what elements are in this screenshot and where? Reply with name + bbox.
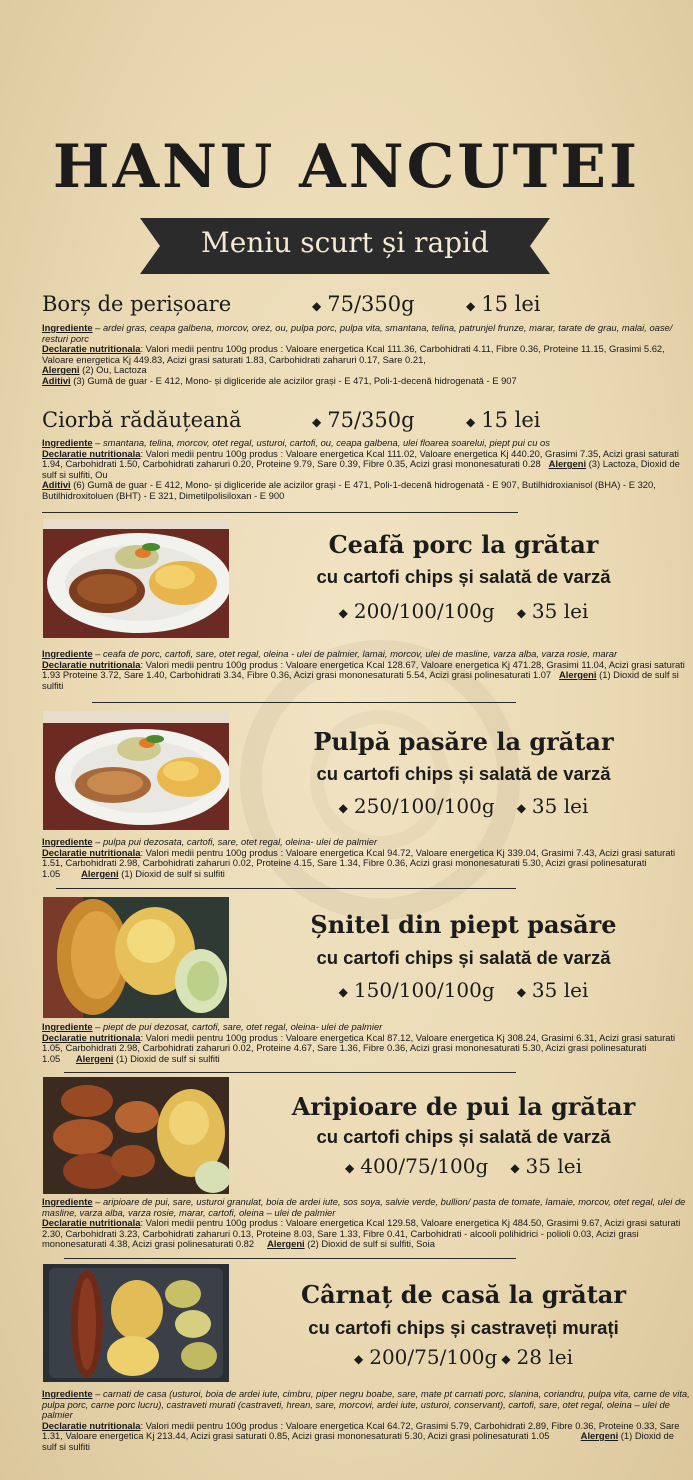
diamond-bullet-icon: ◆ xyxy=(466,298,476,313)
diamond-bullet-icon: ◆ xyxy=(501,1351,511,1366)
item-details: Ingrediente – ardei gras, ceapa galbena, morcov, orez, ou, pulpa porc, pulpa vita, smantana, telina, patrunjel frunze, marar, tarate de grau, malai, oase/ resturi porc Declaratie nutritionala: Valori medii pentru 100g produs : Valoare energetica Kcal 111.36, Carbohidrati 4.11, Fibre 0.36, Proteine 11.15, Grasimi 5.62, Valoare energetica Kj 449.83, Acizi grasi saturati 1.83, Carbohidrati zaharuri 0.17, Sare 0.21, Alergeni (2) Ou, Lactoza Aditivi (3) Gumă de guar - E 412, Mono- și digliceride ale acizilor grași - E 471, Poli-1-decenă hidrogenată - E 907 xyxy=(42,322,673,386)
dish-name: Aripioare de pui la grătar xyxy=(291,1092,636,1121)
dish-subtitle: cu cartofi chips și salată de varză xyxy=(316,566,611,587)
dish-details: Ingrediente – aripioare de pui, sare, usturoi granulat, boia de ardei iute, sos soya, salvie verde, bullion/ pasta de tomate, lamaie, morcov, otet regal, ulei de masline, varza alba, varza rosie, marar, cartofi, oleina – ulei de palmier Declaratie nutritionala: Valori medii pentru 100g produs : Valoare energetica Kcal 129.58, Valoare energetica Kj 484.50, Grasimi 9.67, Acizi grasi saturati 2.30, Carbohidrati 3.23, Carbohidrati zaharuri 0.13, Proteine 8.03, Sare 1.33, Fibre 0.41, Carbohidrati - alcooli polihidrici - polioli 0.03, Acizi grasi mononesaturati 4.38, Acizi grasi polinesaturati 0.82 Alergeni (2) Dioxid de sulf si sulfiti, Soia xyxy=(42,1196,686,1249)
dish-spec xyxy=(236,599,691,623)
dish-subtitle: cu cartofi chips și salată de varză xyxy=(316,947,611,968)
dish-weight: 200/100/100g xyxy=(353,599,495,623)
diamond-bullet-icon: ◆ xyxy=(345,1160,355,1175)
dish-weight: 400/75/100g xyxy=(360,1154,489,1178)
dish-weight: 200/75/100g xyxy=(369,1345,498,1369)
dish-details: Ingrediente – pulpa pui dezosata, cartofi, sare, otet regal, oleina- ulei de palmier Declaratie nutritionala: Valori medii pentru 100g produs : Valoare energetica Kcal 94.72, Valoare energetica Kj 339.04, Grasimi 7.43, Acizi grasi saturati 1.51, Carbohidrati 2.98, Carbohidrati zaharuri 0.02, Proteine 4.15, Sare 1.34, Fibre 0.36, Acizi grasi mononesaturati 5.30, Acizi grasi polinesaturati 1.05 Alergeni (1) Dioxid de sulf si sulfiti xyxy=(42,836,676,879)
item-weight: ◆ 75/350g xyxy=(312,408,415,432)
dish-spec xyxy=(236,794,691,818)
diamond-bullet-icon: ◆ xyxy=(466,414,476,429)
diamond-bullet-icon: ◆ xyxy=(354,1351,364,1366)
item-price: ◆ 15 lei xyxy=(466,292,541,316)
dish-subtitle: cu cartofi chips și castraveți murați xyxy=(308,1317,619,1338)
dish-photo-carnat xyxy=(43,1264,229,1382)
diamond-bullet-icon: ◆ xyxy=(338,984,348,999)
dish-spec xyxy=(236,1345,691,1369)
diamond-bullet-icon: ◆ xyxy=(510,1160,520,1175)
dish-price: 35 lei xyxy=(531,978,589,1002)
dish-name: Cârnaț de casă la grătar xyxy=(300,1280,626,1309)
dish-details: Ingrediente – carnati de casa (usturoi, boia de ardei iute, cimbru, piper negru boabe, sare, mate pt carnati porc, slanina, coriandru, pulpa vita, carne de vita, pulpa porc, carne porc lucru), castraveti murati (castraveti, hrean, sare, morcovi, ardei iute, usturoi, conservant), cartofi, sare, otet regal, oleina – ulei de palmier Declaratie nutritionala: Valori medii pentru 100g produs : Valoare energetica Kcal 64.72, Grasimi 5.79, Carbohidrati 2.89, Fibre 0.36, Proteine 0.33, Sare 1.31, Valoare energetica Kj 213.44, Acizi grasi saturati 0.85, Acizi grasi mononesaturati 5.30, Acizi grasi polinesaturati 1.05 Alergeni (1) Dioxid de sulf si sulfiti xyxy=(42,1388,690,1452)
diamond-bullet-icon: ◆ xyxy=(516,984,526,999)
item-details: Ingrediente – smantana, telina, morcov, otet regal, usturoi, cartofi, ou, ceapa galbena, ulei floarea soarelui, piept pui cu os Declaratie nutritionala: Valori medii pentru 100g produs : Valoare energetica Kcal 111.02, Valoare energetica Kj 440.20, Grasimi 7.35, Acizi grasi saturati 1.94, Carbohidrati 1.50, Carbohidrati zaharuri 0.20, Proteine 9.79, Sare 0.39, Fibre 0.35, Acizi grasi mononesaturati 0.28 Alergeni (3) Lactoza, Dioxid de sulf si sulfiti, Ou Aditivi (6) Gumă de guar - E 412, Mono- și digliceride ale acizilor grași - E 471, Poli-1-decenă hidrogenată - E 907, Butilhidroxianisol (BHA) - E 320, Butilhidroxitoluen (BHT) - E 321, Dimetilpolisiloxan - E 900 xyxy=(42,437,680,501)
dish-spec xyxy=(236,978,691,1002)
dish-name: Pulpă pasăre la grătar xyxy=(313,727,614,756)
dish-price: 35 lei xyxy=(531,794,589,818)
restaurant-title: HANU ANCUTEI xyxy=(52,132,641,202)
dish-name: Șnitel din piept pasăre xyxy=(310,910,617,939)
dish-name: Ceafă porc la grătar xyxy=(328,530,599,559)
dish-spec xyxy=(236,1154,691,1178)
section-divider xyxy=(42,512,518,513)
diamond-bullet-icon: ◆ xyxy=(338,605,348,620)
dish-photo-ceafa xyxy=(43,519,229,638)
diamond-bullet-icon: ◆ xyxy=(516,605,526,620)
dish-photo-snitel xyxy=(43,897,229,1018)
item-weight: ◆ 75/350g xyxy=(312,292,415,316)
dish-details: Ingrediente – ceafa de porc, cartofi, sare, otet regal, oleina - ulei de palmier, lamai, morcov, ulei de masline, varza alba, varza rosie, marar Declaratie nutritionala: Valori medii pentru 100g produs : Valoare energetica Kcal 128.67, Valoare energetica Kj 471.28, Grasimi 11.04, Acizi grasi saturati 1.93 Proteine 3.72, Sare 1.40, Carbohidrati 3.34, Fibre 0.36, Acizi grasi mononesaturati 5.54, Acizi grasi polinesaturati 1.07 Alergeni (1) Dioxid de sulf si sulfiti xyxy=(42,648,685,691)
section-divider xyxy=(64,1072,516,1073)
section-divider xyxy=(64,1258,516,1259)
dish-subtitle: cu cartofi chips și salată de varză xyxy=(316,1126,611,1147)
dish-photo-pulpa xyxy=(43,711,229,830)
dish-price: 28 lei xyxy=(516,1345,573,1369)
subtitle-ribbon xyxy=(140,218,550,274)
diamond-bullet-icon: ◆ xyxy=(516,800,526,815)
diamond-bullet-icon: ◆ xyxy=(312,414,322,429)
diamond-bullet-icon: ◆ xyxy=(312,298,322,313)
dish-subtitle: cu cartofi chips și salată de varză xyxy=(316,763,611,784)
diamond-bullet-icon: ◆ xyxy=(338,800,348,815)
dish-price: 35 lei xyxy=(531,599,589,623)
item-name: Ciorbă rădăuțeană xyxy=(42,408,242,432)
item-name: Borș de perișoare xyxy=(42,292,232,316)
section-divider xyxy=(92,702,516,703)
dish-weight: 250/100/100g xyxy=(353,794,495,818)
dish-photo-aripioare xyxy=(43,1077,229,1194)
dish-price: 35 lei xyxy=(525,1154,582,1178)
item-price: ◆ 15 lei xyxy=(466,408,541,432)
section-divider xyxy=(56,888,516,889)
menu-subtitle: Meniu scurt și rapid xyxy=(201,226,489,259)
dish-details: Ingrediente – piept de pui dezosat, cartofi, sare, otet regal, oleina- ulei de palmier Declaratie nutritionala: Valori medii pentru 100g produs : Valoare energetica Kcal 87.12, Valoare energetica Kj 308.24, Grasimi 6.31, Acizi grasi saturati 1.05, Carbohidrati 2.98, Carbohidrati zaharuri 0.02, Proteine 4.67, Sare 1.36, Fibre 0.36, Acizi grasi mononesaturati 5.30, Acizi grasi polinesaturati 1.05 Alergeni (1) Dioxid de sulf si sulfiti xyxy=(42,1021,676,1064)
dish-weight: 150/100/100g xyxy=(353,978,495,1002)
